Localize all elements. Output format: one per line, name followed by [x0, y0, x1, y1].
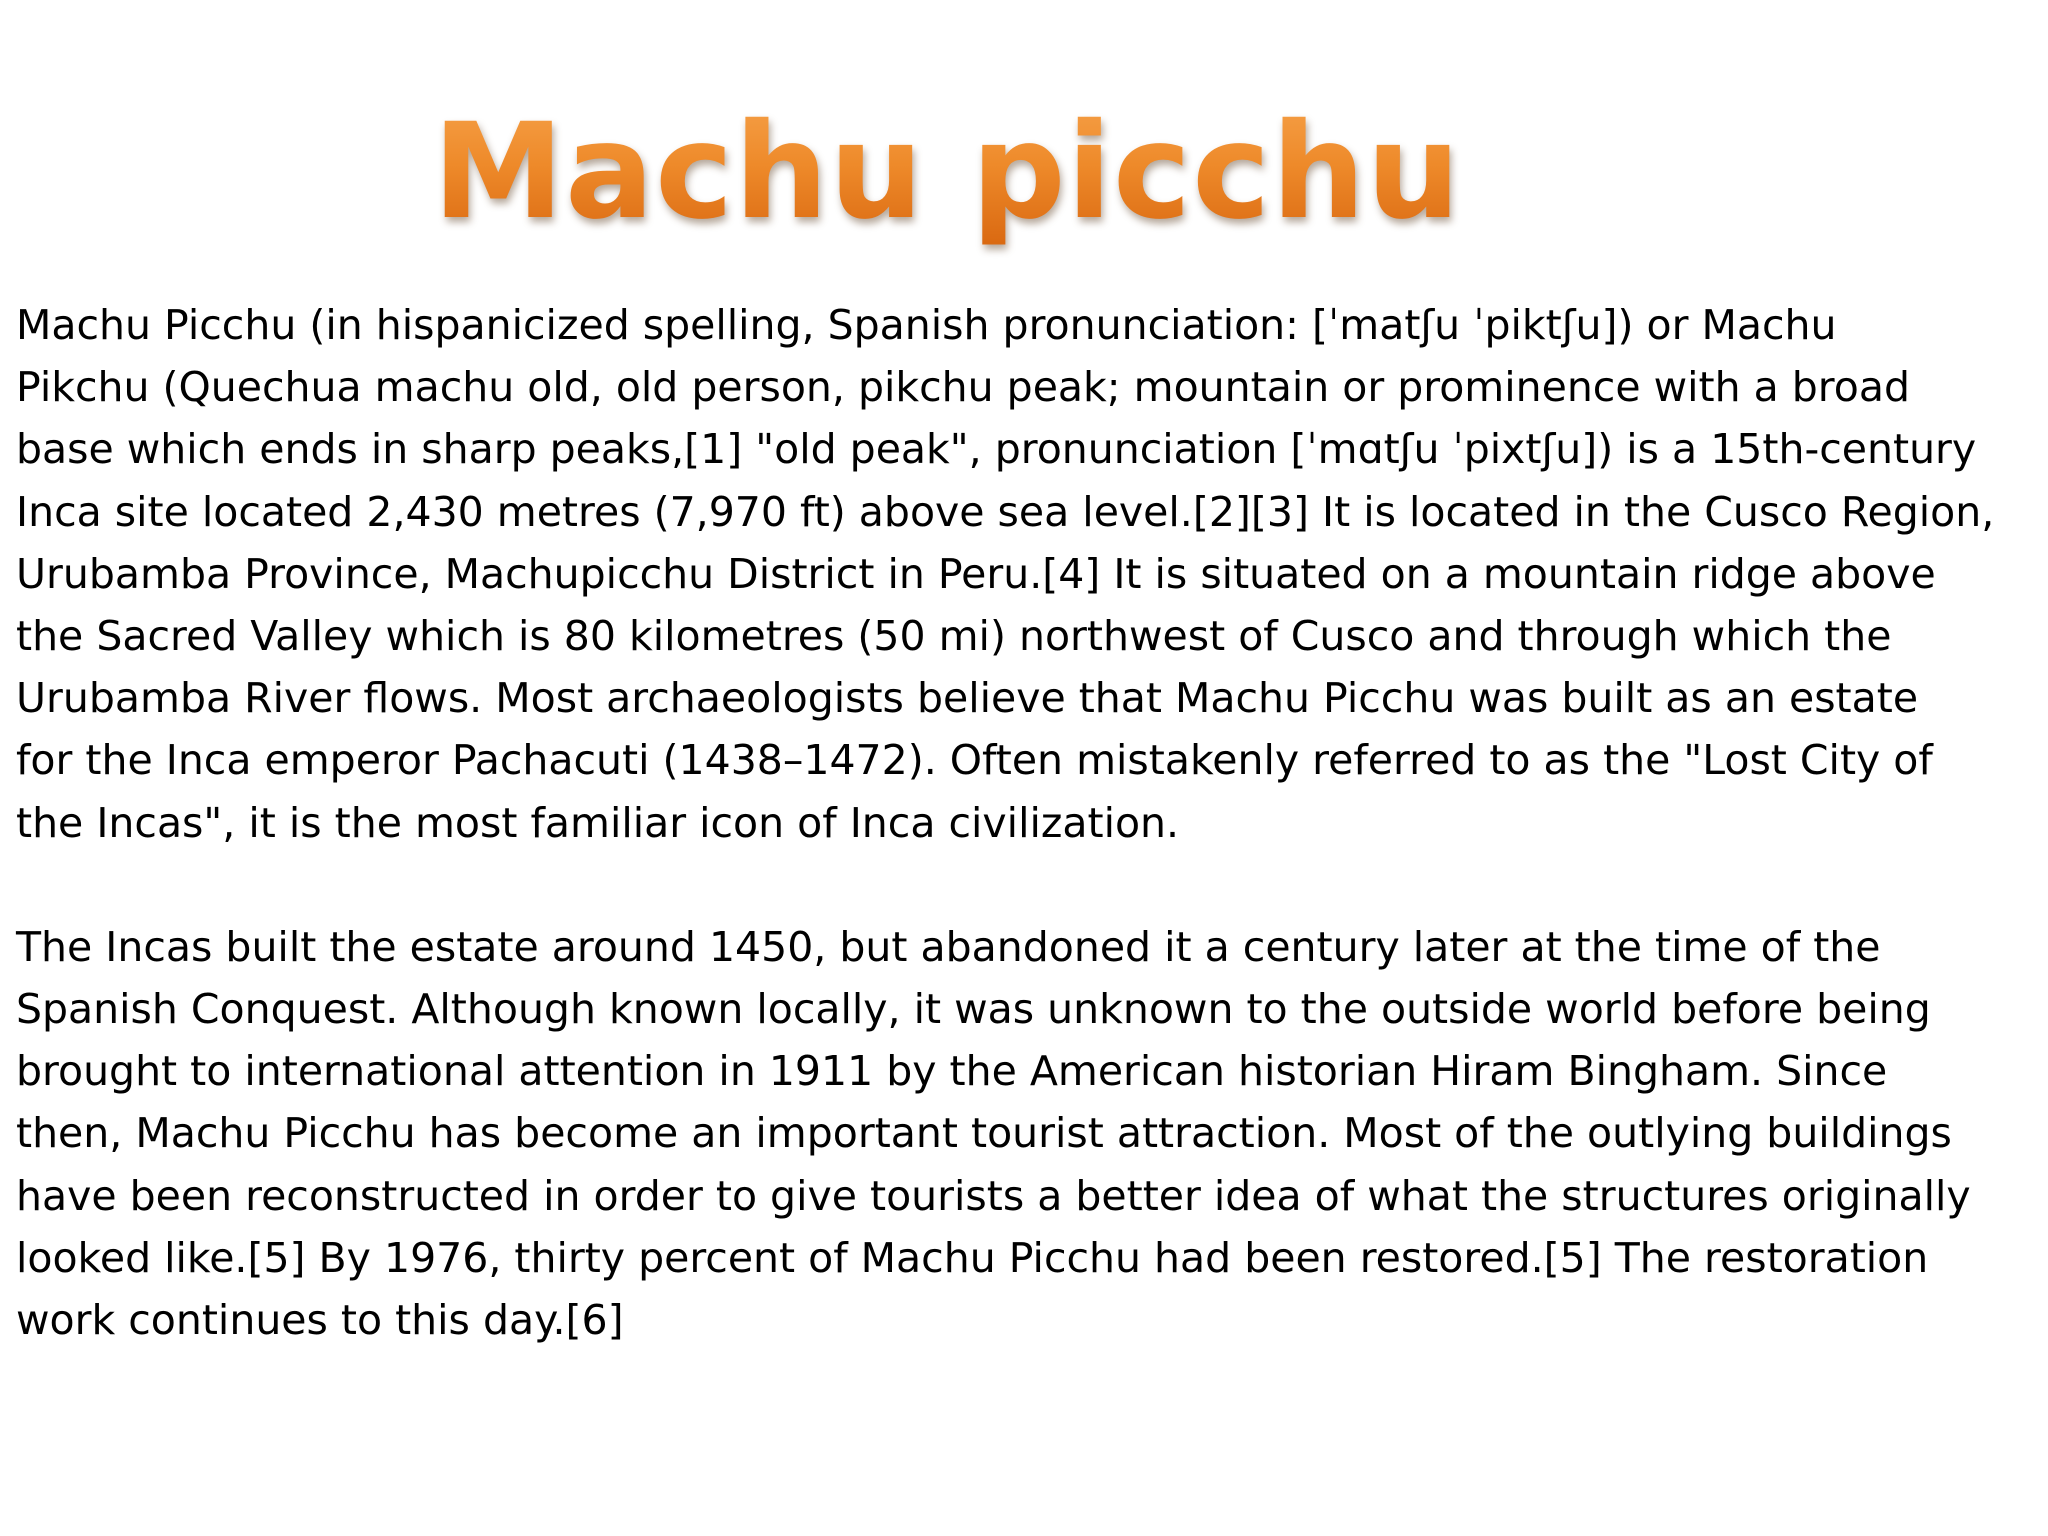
text-line: work continues to this day.[6]: [16, 1296, 624, 1345]
text-line: brought to international attention in 1911 by the American historian Hiram Bingham. Since: [16, 1047, 1888, 1096]
text-line: Spanish Conquest. Although known locally, it was unknown to the outside world before being: [16, 985, 1931, 1034]
slide-body: [16, 294, 2032, 1351]
paragraph-history: [16, 916, 2032, 1351]
text-line: for the Inca emperor Pachacuti (1438–1472). Often mistakenly referred to as the "Lost City of: [16, 736, 1933, 785]
paragraph-intro: [16, 294, 2032, 854]
text-line: Urubamba River flows. Most archaeologists believe that Machu Picchu was built as an estate: [16, 674, 1919, 723]
text-line: Pikchu (Quechua machu old, old person, pikchu peak; mountain or prominence with a broad: [16, 363, 1910, 412]
text-line: The Incas built the estate around 1450, but abandoned it a century later at the time of the: [16, 922, 1881, 971]
slide-title: Machu picchu: [0, 92, 1894, 252]
text-line: the Sacred Valley which is 80 kilometres (50 mi) northwest of Cusco and through which the: [16, 612, 1892, 661]
text-line: Urubamba Province, Machupicchu District in Peru.[4] It is situated on a mountain ridge above: [16, 549, 1936, 598]
text-line: have been reconstructed in order to give tourists a better idea of what the structures originally: [16, 1171, 1971, 1220]
text-line: Inca site located 2,430 metres (7,970 ft) above sea level.[2][3] It is located in the Cusco Region,: [16, 487, 1995, 536]
text-line: then, Machu Picchu has become an important tourist attraction. Most of the outlying buildings: [16, 1109, 1952, 1158]
text-line: base which ends in sharp peaks,[1] "old peak", pronunciation [ˈmɑtʃu ˈpixtʃu]) is a 15th-century: [16, 425, 1977, 474]
text-line: Machu Picchu (in hispanicized spelling, Spanish pronunciation: [ˈmatʃu ˈpiktʃu]) or Machu: [16, 301, 1837, 349]
text-line: the Incas", it is the most familiar icon of Inca civilization.: [16, 798, 1180, 847]
paragraph-spacer: [16, 854, 2032, 916]
text-line: looked like.[5] By 1976, thirty percent of Machu Picchu had been restored.[5] The restoration: [16, 1233, 1929, 1282]
